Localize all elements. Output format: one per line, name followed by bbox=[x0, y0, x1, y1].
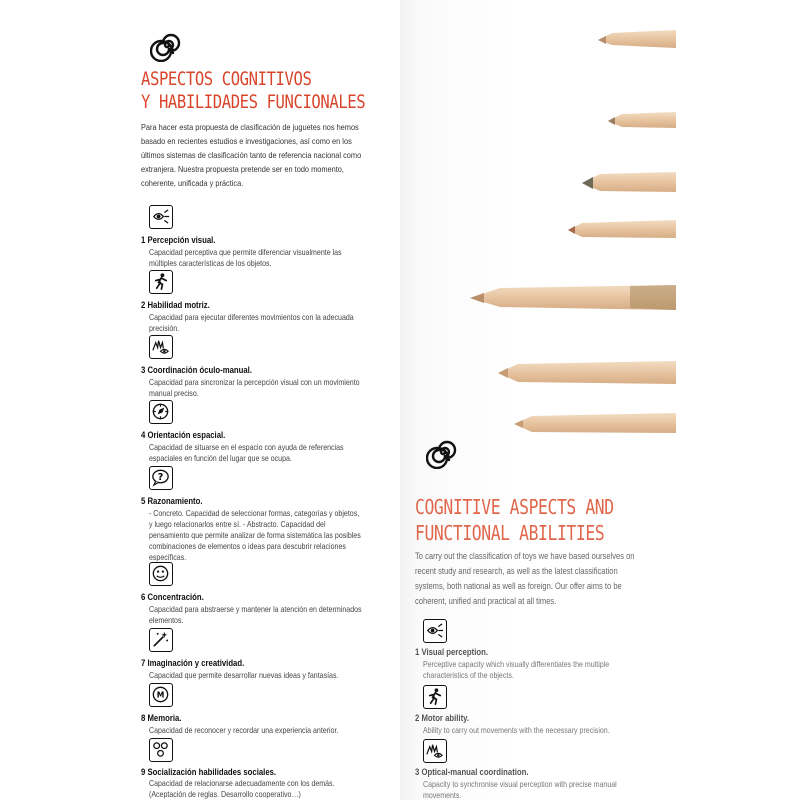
ability-description: Capacidad para ejecutar diferentes movimientos con la adecuada precisión. bbox=[149, 313, 354, 333]
ability-item bbox=[141, 205, 381, 268]
ability-item bbox=[415, 619, 675, 679]
running-person-icon bbox=[423, 685, 447, 709]
pencil-1 bbox=[598, 30, 676, 48]
ability-description: Capacidad para sincronizar la percepción visual con un movimiento manual preciso. bbox=[149, 378, 360, 398]
ability-item bbox=[141, 562, 381, 625]
left-page bbox=[0, 0, 400, 800]
ability-title: 1 Percepción visual. bbox=[141, 235, 216, 245]
ability-item bbox=[141, 683, 381, 733]
ability-description: Capacidad para abstraerse y mantener la atención en determinados elementos. bbox=[149, 605, 362, 625]
ability-title: 9 Socialización habilidades sociales. bbox=[141, 767, 277, 777]
hand-eye-icon bbox=[149, 335, 173, 359]
compass-icon bbox=[149, 400, 173, 424]
people-icon bbox=[149, 738, 173, 762]
ability-title: 5 Razonamiento. bbox=[141, 496, 203, 506]
running-person-icon bbox=[149, 270, 173, 294]
pencil-6 bbox=[498, 361, 676, 384]
pencil-7 bbox=[514, 413, 676, 433]
ability-description: Capacity to synchronise visual perception with precise manual movements. bbox=[423, 780, 617, 800]
intro-paragraph-es: Para hacer esta propuesta de clasificación de juguetes nos hemos basado en recientes estudios e investigaciones, así como en los últimos sistemas de clasificación tanto de referencia nacional como extranjera. Nuestra propuesta pretende ser en todo momento, coherente, unificada y práctica. bbox=[141, 122, 362, 188]
magic-wand-icon bbox=[149, 628, 173, 652]
eye-arrows-icon bbox=[149, 205, 173, 229]
ability-title: 1 Visual perception. bbox=[415, 647, 488, 657]
spiral-logo-icon bbox=[426, 435, 460, 469]
page-title-es: ASPECTOS COGNITIVOS Y HABILIDADES FUNCIONALES bbox=[141, 68, 366, 113]
svg-text:M: M bbox=[156, 690, 165, 700]
ability-title: 2 Habilidad motriz. bbox=[141, 300, 210, 310]
ability-item bbox=[415, 685, 675, 735]
right-page bbox=[400, 0, 800, 800]
pencil-4 bbox=[568, 220, 676, 238]
ability-title: 3 Coordinación óculo-manual. bbox=[141, 365, 252, 375]
ability-description: Capacidad de situarse en el espacio con ayuda de referencias espaciales en función del lugar que se ocupa. bbox=[149, 443, 344, 463]
ability-description: Capacidad perceptiva que permite diferenciar visualmente las múltiples características de los objetos. bbox=[149, 248, 342, 268]
hand-eye-icon bbox=[423, 739, 447, 763]
ability-title: 8 Memoria. bbox=[141, 713, 182, 723]
ability-title: 7 Imaginación y creatividad. bbox=[141, 658, 245, 668]
intro-paragraph-en: To carry out the classification of toys we have based ourselves on recent study and research, as well as the latest classification systems, both national as well as foreign. Our offer aims to be coherent, unified and practical at all times. bbox=[415, 551, 635, 606]
pencil-5 bbox=[470, 285, 676, 310]
ability-item bbox=[141, 335, 381, 398]
pencil-2 bbox=[608, 112, 676, 128]
ability-item bbox=[141, 400, 381, 463]
svg-text:?: ? bbox=[157, 471, 164, 483]
ability-description: Capacidad de relacionarse adecuadamente con los demás. (Aceptación de reglas. Desarrollo cooperativo…) bbox=[149, 779, 335, 799]
ability-item bbox=[141, 466, 381, 561]
ability-description: Capacidad que permite desarrollar nuevas ideas y fantasías. bbox=[149, 671, 339, 680]
ability-title: 6 Concentración. bbox=[141, 592, 204, 602]
eye-arrows-icon bbox=[423, 619, 447, 643]
ability-item bbox=[141, 628, 381, 678]
memory-icon bbox=[149, 683, 173, 707]
ability-title: 3 Optical-manual coordination. bbox=[415, 767, 529, 777]
ability-description: Capacidad de reconocer y recordar una experiencia anterior. bbox=[149, 726, 339, 735]
pencil-3 bbox=[582, 172, 676, 192]
ability-item bbox=[141, 270, 381, 333]
ability-item bbox=[141, 738, 381, 800]
ability-description: Ability to carry out movements with the necessary precision. bbox=[423, 726, 610, 735]
ability-item bbox=[415, 739, 675, 800]
ability-title: 4 Orientación espacial. bbox=[141, 430, 226, 440]
pencils-illustration bbox=[400, 0, 800, 440]
page-title-en: COGNITIVE ASPECTS AND FUNCTIONAL ABILITIES bbox=[415, 495, 614, 545]
question-bubble-icon bbox=[149, 466, 173, 490]
focus-icon bbox=[149, 562, 173, 586]
spiral-logo-icon bbox=[150, 28, 184, 62]
ability-description: - Concreto. Capacidad de seleccionar formas, categorías y objetos, y luego relacionarlos entre sí. - Abstracto. Capacidad del pensamiento que permite analizar de forma sistemática las posibles combinaciones de elementos o ideas para descubrir relaciones específicas. bbox=[149, 509, 361, 562]
ability-title: 2 Motor ability. bbox=[415, 713, 470, 723]
ability-description: Perceptive capacity which visually differentiates the multiple characteristics of the objects. bbox=[423, 660, 610, 680]
